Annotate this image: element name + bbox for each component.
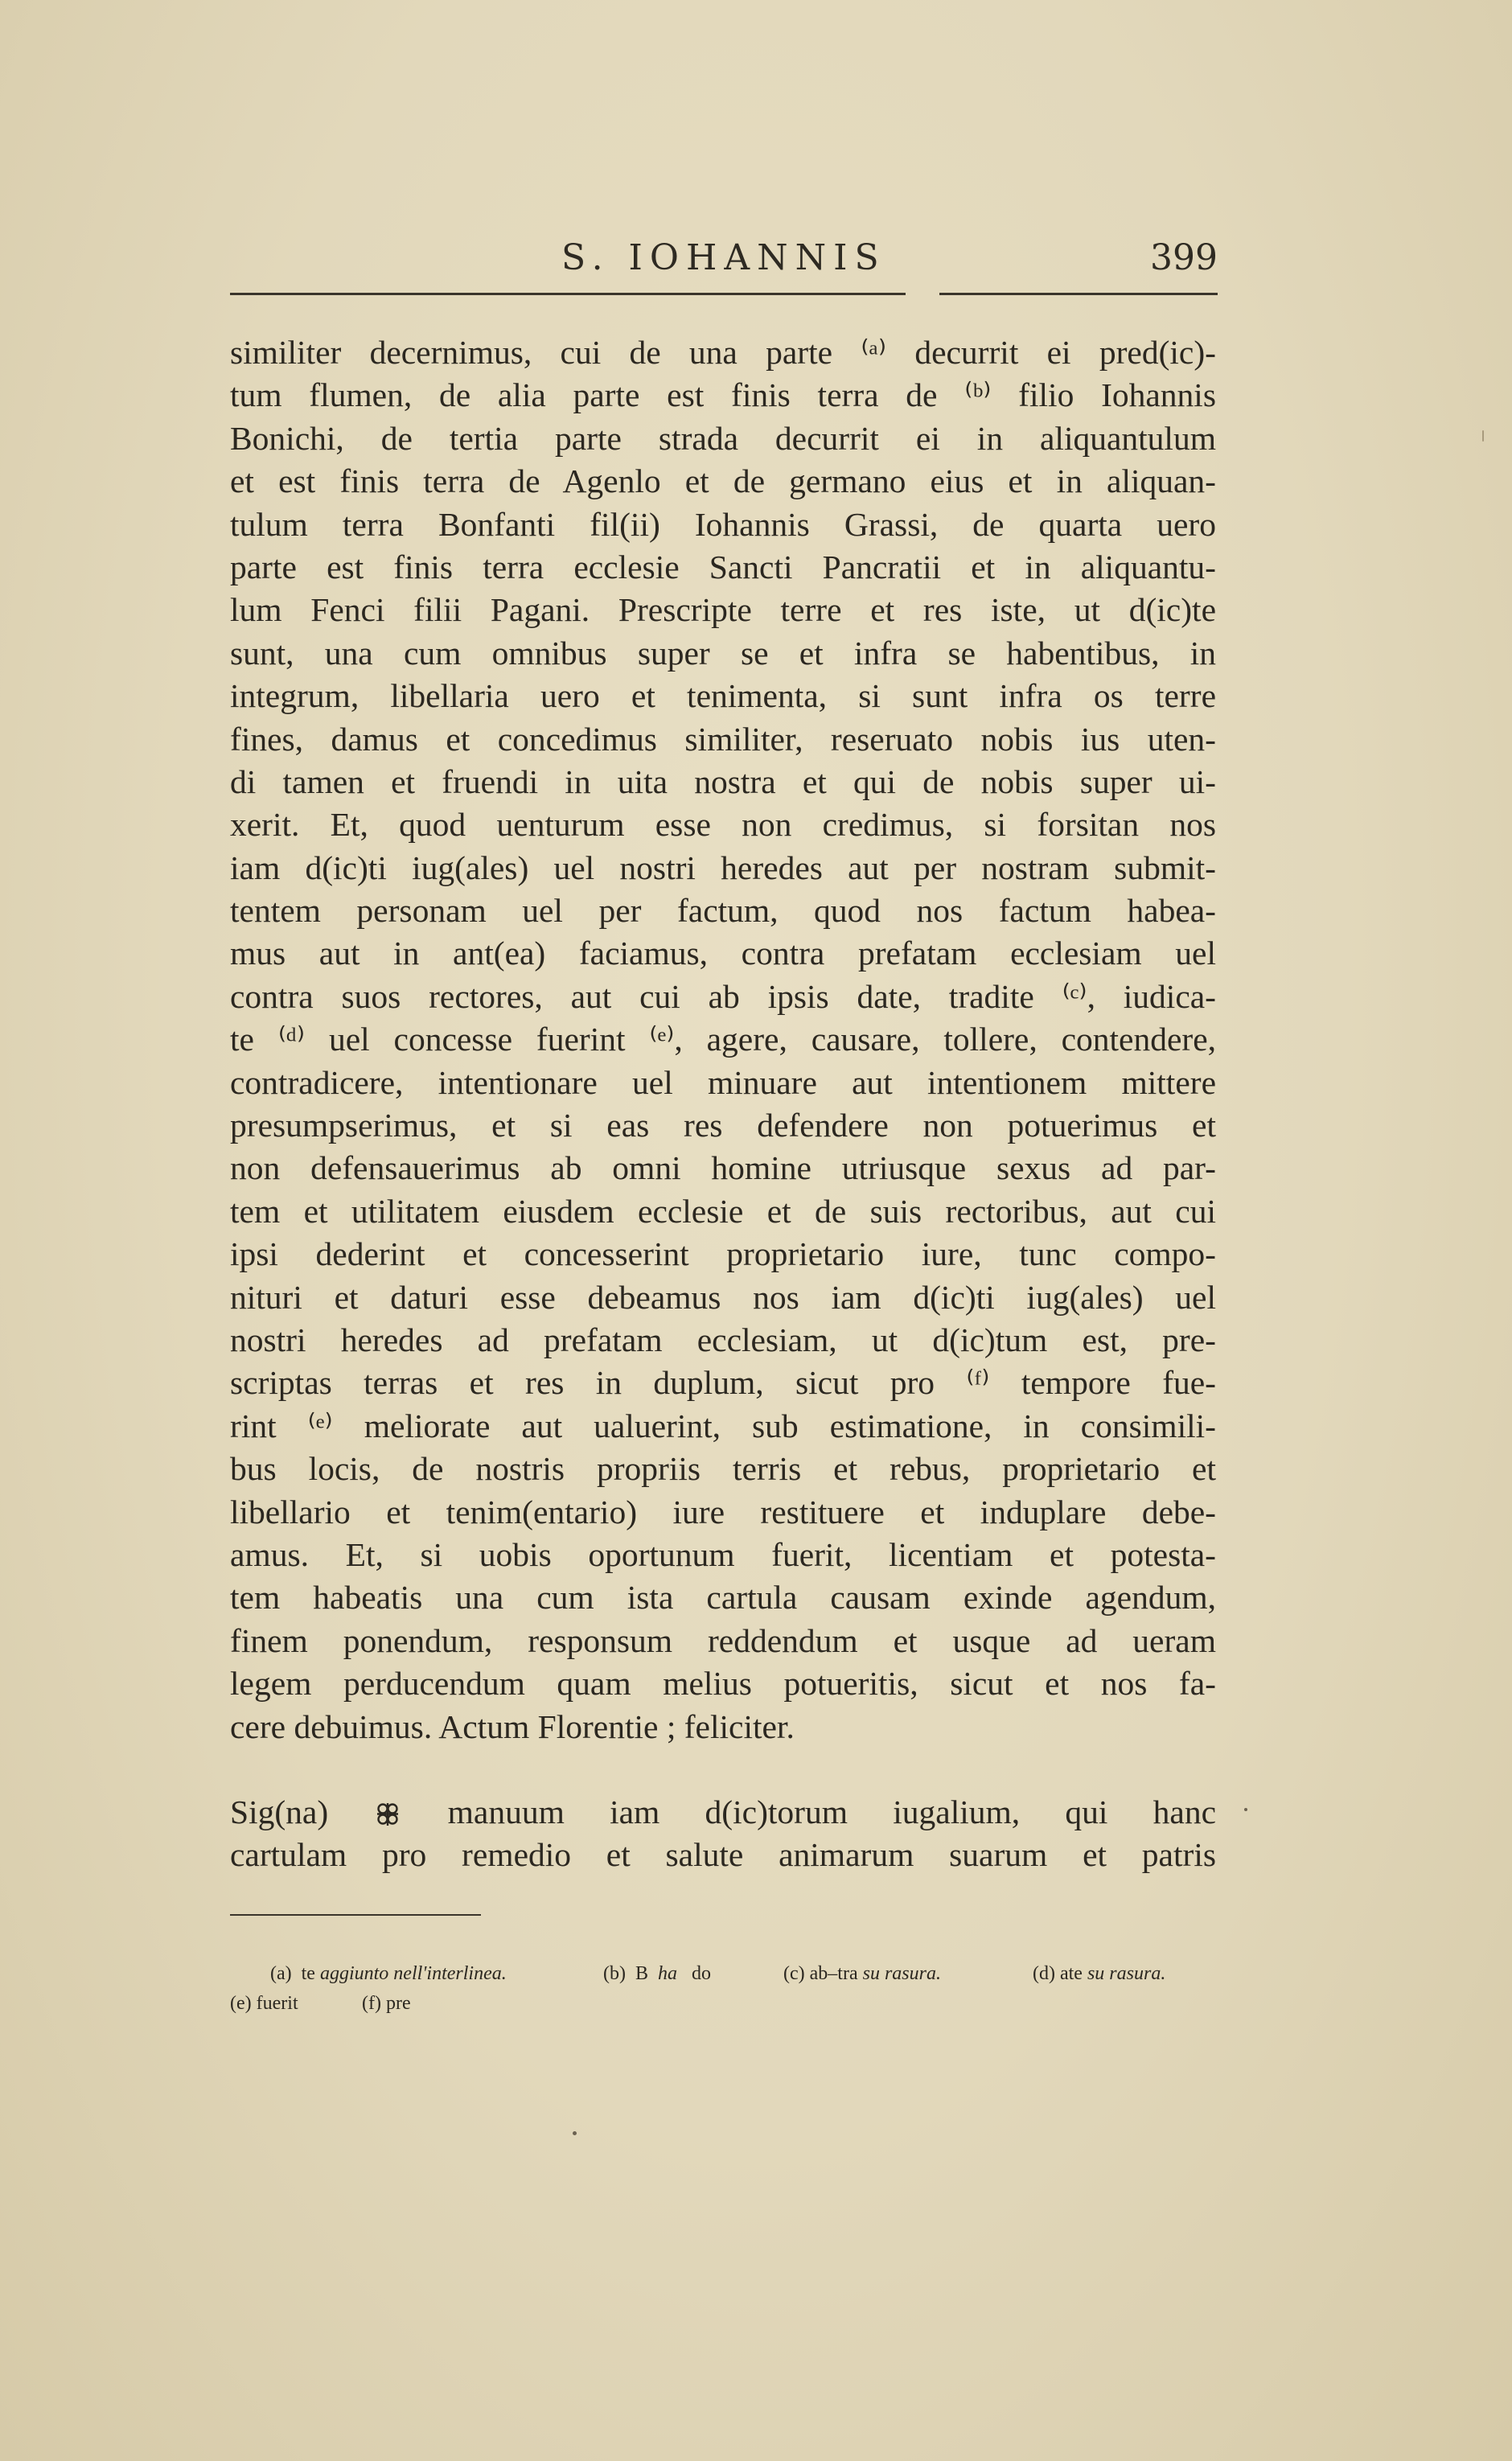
footnote-text: B [635,1963,648,1984]
text-line: legem perducendum quam melius potueritis, sicut et nos fa- [230,1665,1216,1703]
paper-speck [573,2131,577,2135]
text-line: tem et utilitatem eiusdem ecclesie et de suis rectoribus, aut cui [230,1192,1216,1230]
text-line: te ⁽ᵈ⁾ uel concesse fuerint ⁽ᵉ⁾, agere, causare, tollere, contendere, [230,1021,1216,1058]
text-line: bus locis, de nostris propriis terris et rebus, proprietario et [230,1450,1216,1488]
footnote-text: ate [1059,1963,1083,1984]
footnote-mark: (d) [1033,1963,1055,1984]
page-header [230,237,1218,286]
text-line: xerit. Et, quod uenturum esse non credimus, si forsitan nos [230,806,1216,844]
signature-line-2: cartulam pro remedio et salute animarum suarum et patris [230,1836,1216,1874]
footnote-note: su rasura. [1087,1963,1166,1984]
running-head: S. IOHANNIS [561,237,886,278]
text-line: presumpserimus, et si eas res defendere non potuerimus et [230,1107,1216,1144]
footnote-d [1033,1959,1165,1989]
signa-label: Sig(na) [230,1793,329,1830]
footnote-mark: (b) [603,1963,626,1984]
footnote-mark: (f) [362,1993,381,2014]
header-rule-right [939,293,1218,295]
text-line: cere debuimus. Actum Florentie ; feliciter. [230,1707,795,1745]
footnote-text: pre [385,1993,411,2014]
footnote-rule [230,1914,481,1916]
paper-speck [1482,430,1484,442]
footnote-row-2 [230,1989,1227,2019]
header-rule-left [230,293,906,295]
footnote-f [362,1989,411,2019]
signature-paragraph [230,1791,1216,1877]
text-line: mus aut in ant(ea) faciamus, contra prefatam ecclesiam uel [230,935,1216,972]
cross-signum-icon [376,1802,399,1826]
text-line: rint ⁽ᵉ⁾ meliorate aut ualuerint, sub estimatione, in consimili- [230,1407,1216,1444]
text-line: iam d(ic)ti iug(ales) uel nostri heredes aut per nostram submit- [230,848,1216,886]
text-line: similiter decernimus, cui de una parte ⁽ᵃ⁾ decurrit ei pred(ic)- [230,334,1216,371]
page-number: 399 [1150,237,1218,278]
footnote-mark: (e) [230,1993,252,2014]
footnote-mark: (a) [270,1963,292,1984]
footnote-b [603,1959,711,1989]
signature-line-1 [230,1791,1216,1834]
text-line: nituri et daturi esse debeamus nos iam d(ic)ti iug(ales) uel [230,1278,1216,1316]
text-line: Bonichi, de tertia parte strada decurrit ei in aliquantulum [230,419,1216,457]
main-paragraph [230,331,1216,1748]
footnote-text: ab–tra [809,1963,858,1984]
text-line: amus. Et, si uobis oportunum fuerit, licentiam et potesta- [230,1535,1216,1573]
footnotes [230,1959,1227,2019]
footnote-a [270,1959,507,1989]
text-line: finem ponendum, responsum reddendum et usque ad ueram [230,1621,1216,1659]
text-line: tulum terra Bonfanti fil(ii) Iohannis Grassi, de quarta uero [230,505,1216,543]
footnote-mark: (c) [783,1963,805,1984]
footnote-note: su rasura. [862,1963,941,1984]
text-line: scriptas terras et res in duplum, sicut pro ⁽ᶠ⁾ tempore fue- [230,1364,1216,1402]
text-line: parte est finis terra ecclesie Sancti Pancratii et in aliquantu- [230,548,1216,585]
text-line: integrum, libellaria uero et tenimenta, si sunt infra os terre [230,677,1216,715]
signa-text: manuum iam d(ic)torum iugalium, qui hanc [447,1793,1217,1830]
text-line: ipsi dederint et concesserint proprietario iure, tunc compo- [230,1235,1216,1273]
footnote-row-1 [230,1959,1227,1989]
paper-speck [1244,1808,1247,1811]
text-line: lum Fenci filii Pagani. Prescripte terre et res iste, ut d(ic)te [230,591,1216,629]
footnote-text: te [301,1963,315,1984]
text-line: di tamen et fruendi in uita nostra et qui de nobis super ui- [230,762,1216,800]
footnote-c [783,1959,941,1989]
text-line: tentem personam uel per factum, quod nos factum habea- [230,892,1216,930]
text-line: nostri heredes ad prefatam ecclesiam, ut d(ic)tum est, pre- [230,1321,1216,1358]
text-line: sunt, una cum omnibus super se et infra se habentibus, in [230,634,1216,672]
text-line: contradicere, intentionare uel minuare aut intentionem mittere [230,1063,1216,1101]
footnote-note: aggiunto nell'interlinea. [319,1963,507,1984]
text-line: fines, damus et concedimus similiter, reseruato nobis ius uten- [230,720,1216,758]
footnote-text: do [692,1963,711,1984]
text-line: tem habeatis una cum ista cartula causam exinde agendum, [230,1579,1216,1617]
text-line: libellario et tenim(entario) iure restituere et induplare debe- [230,1493,1216,1530]
text-line: et est finis terra de Agenlo et de germano eius et in aliquan- [230,462,1216,500]
text-line: tum flumen, de alia parte est finis terra de ⁽ᵇ⁾ filio Iohannis [230,376,1216,414]
footnote-text: fuerit [256,1993,298,2014]
footnote-note: ha [658,1963,677,1984]
text-line: non defensauerimus ab omni homine utriusque sexus ad par- [230,1149,1216,1187]
text-line: contra suos rectores, aut cui ab ipsis date, tradite ⁽ᶜ⁾, iudica- [230,977,1216,1015]
footnote-e [230,1989,298,2019]
